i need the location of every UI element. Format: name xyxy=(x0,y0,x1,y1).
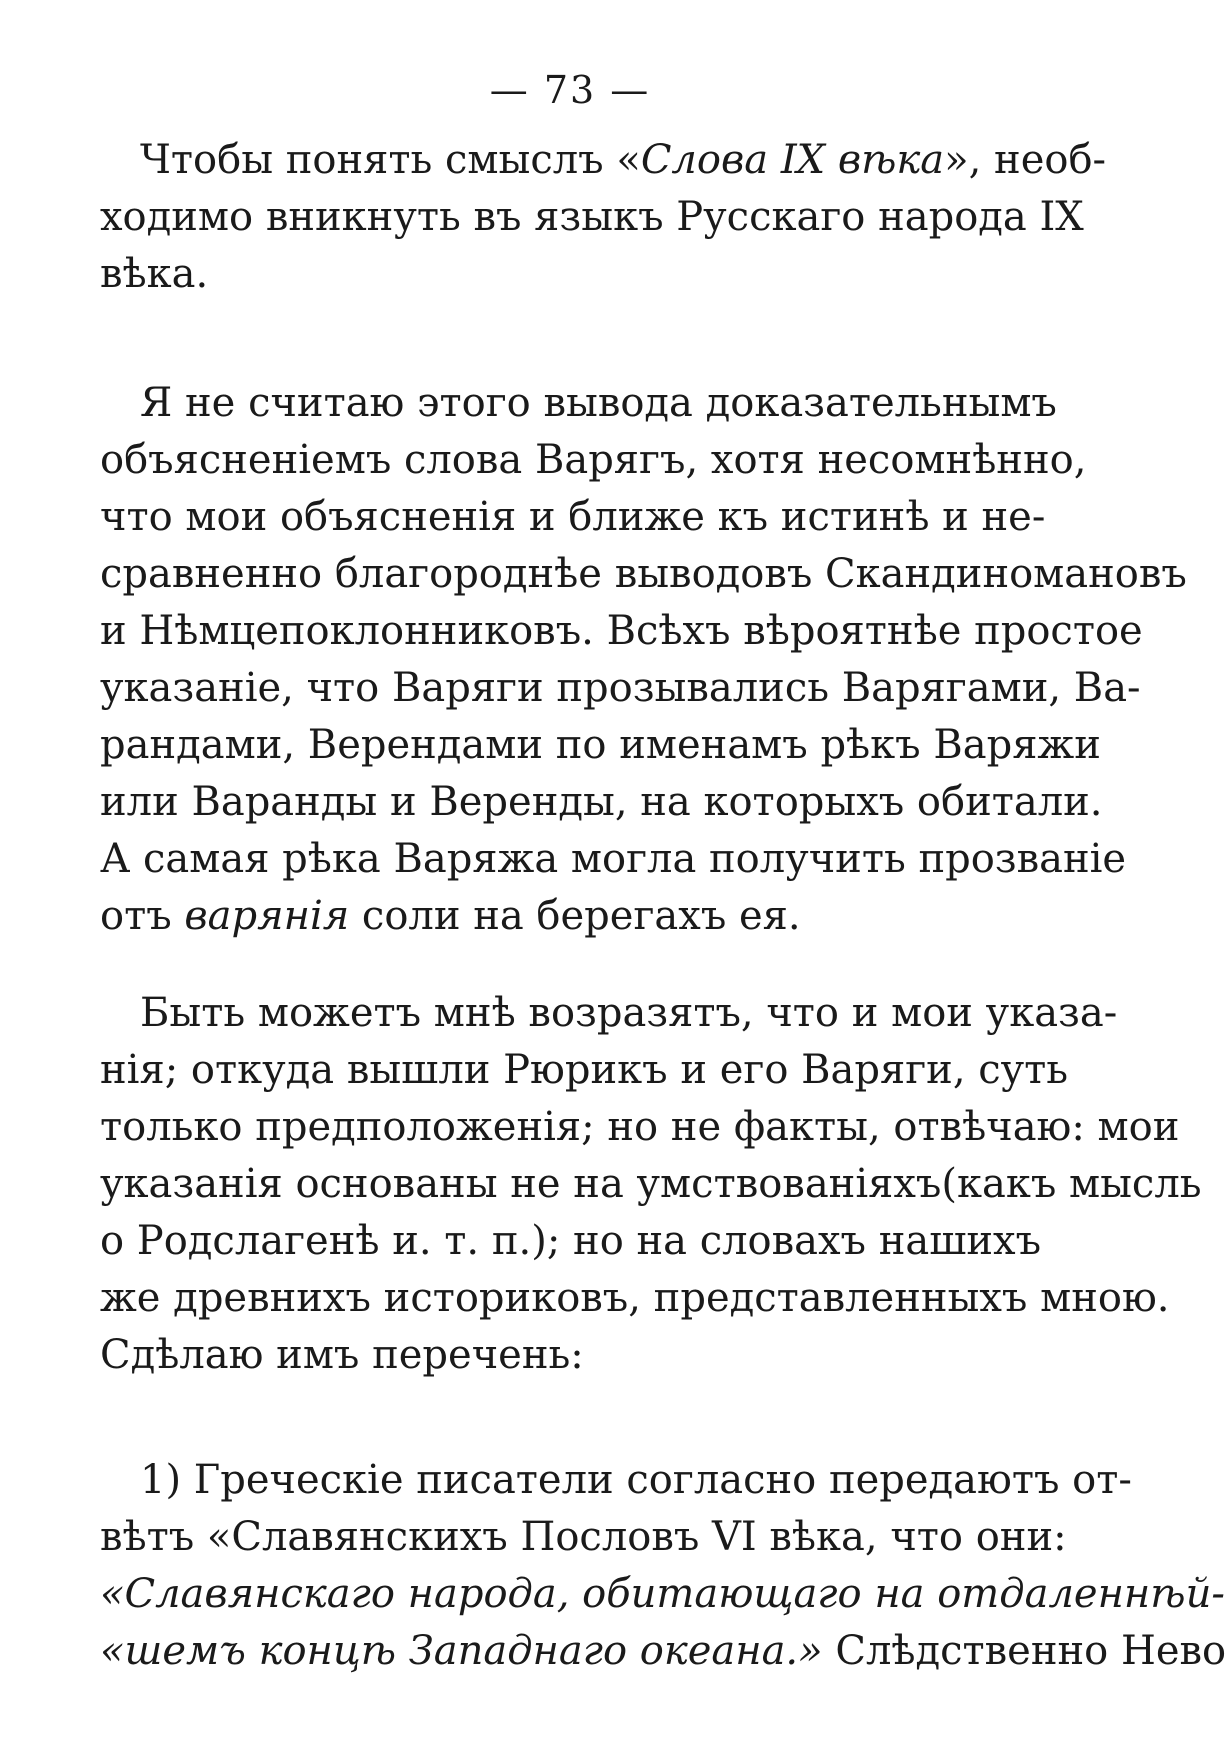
text-line xyxy=(100,132,1107,189)
italic-text-segment: Слова IX вѣка xyxy=(640,137,945,183)
text-segment: отъ xyxy=(100,893,185,939)
text-line xyxy=(100,985,1118,1042)
text-line xyxy=(100,1213,1042,1270)
paragraph-4 xyxy=(100,1452,1226,1680)
text-segment: Быть можетъ мнѣ возразятъ, что и мои указа- xyxy=(140,990,1118,1036)
text-segment: рандами, Верендами по именамъ рѣкъ Варяжи xyxy=(100,722,1101,768)
text-line xyxy=(100,1452,1132,1509)
text-segment: сравненно благороднѣе выводовъ Скандиномановъ xyxy=(100,551,1187,597)
text-line xyxy=(100,1270,1170,1327)
text-segment: 1) Греческіе писатели согласно передаютъ от- xyxy=(140,1457,1132,1503)
text-segment: вѣтъ «Славянскихъ Пословъ VI вѣка, что они: xyxy=(100,1514,1067,1560)
text-line xyxy=(100,375,1057,432)
text-line xyxy=(100,774,1103,831)
text-segment: А самая рѣка Варяжа могла получить прозваніе xyxy=(100,836,1127,882)
text-segment: », необ- xyxy=(944,137,1107,183)
text-segment: же древнихъ историковъ, представленныхъ мною. xyxy=(100,1275,1170,1321)
text-segment: Я не считаю этого вывода доказательнымъ xyxy=(140,380,1057,426)
text-line xyxy=(100,1623,1226,1680)
text-line xyxy=(100,189,1084,246)
text-segment: объясненіемъ слова Варягъ, хотя несомнѣнно, xyxy=(100,437,1087,483)
text-line xyxy=(100,432,1087,489)
text-segment: Сдѣлаю имъ перечень: xyxy=(100,1332,584,1378)
text-line xyxy=(100,1566,1225,1623)
text-line xyxy=(100,1327,1036,1384)
text-segment: ходимо вникнуть въ языкъ Русскаго народа IX xyxy=(100,194,1084,240)
text-segment: вѣка. xyxy=(100,251,209,297)
text-line xyxy=(100,1509,1067,1566)
text-segment: Чтобы понять смыслъ « xyxy=(140,137,641,183)
paragraph-2 xyxy=(100,375,1187,945)
text-segment: или Варанды и Веренды, на которыхъ обитали. xyxy=(100,779,1103,825)
italic-text-segment: варянія xyxy=(184,893,350,939)
page-number: — 73 — xyxy=(489,68,651,112)
text-segment: соли на берегахъ ея. xyxy=(349,893,801,939)
text-segment: указаніе, что Варяги прозывались Варягами, Ва- xyxy=(100,665,1141,711)
italic-text-segment: «шемъ концѣ Западнаго океана.» xyxy=(100,1628,823,1674)
italic-text-segment: «Славянскаго народа, обитающаго на отдаленнѣй- xyxy=(100,1571,1225,1617)
text-line xyxy=(100,489,1046,546)
paragraph-1 xyxy=(100,132,1107,303)
text-segment: и Нѣмцепоклонниковъ. Всѣхъ вѣроятнѣе простое xyxy=(100,608,1143,654)
text-segment: что мои объясненія и ближе къ истинѣ и не- xyxy=(100,494,1046,540)
text-line xyxy=(100,717,1101,774)
text-segment: только предположенія; но не факты, отвѣчаю: мои xyxy=(100,1104,1180,1150)
text-segment: нія; откуда вышли Рюрикъ и его Варяги, суть xyxy=(100,1047,1069,1093)
text-line xyxy=(100,246,1036,303)
text-line xyxy=(100,546,1187,603)
text-line xyxy=(100,831,1127,888)
text-line xyxy=(100,1042,1069,1099)
paragraph-3 xyxy=(100,985,1202,1384)
text-segment: о Родслагенѣ и. т. п.); но на словахъ нашихъ xyxy=(100,1218,1042,1264)
text-line xyxy=(100,1099,1180,1156)
text-segment: Слѣдственно Нево xyxy=(822,1628,1226,1674)
text-line xyxy=(100,1156,1202,1213)
text-line xyxy=(100,888,1036,945)
text-segment: указанія основаны не на умствованіяхъ(какъ мысль xyxy=(100,1161,1202,1207)
text-line xyxy=(100,660,1141,717)
text-line xyxy=(100,603,1143,660)
